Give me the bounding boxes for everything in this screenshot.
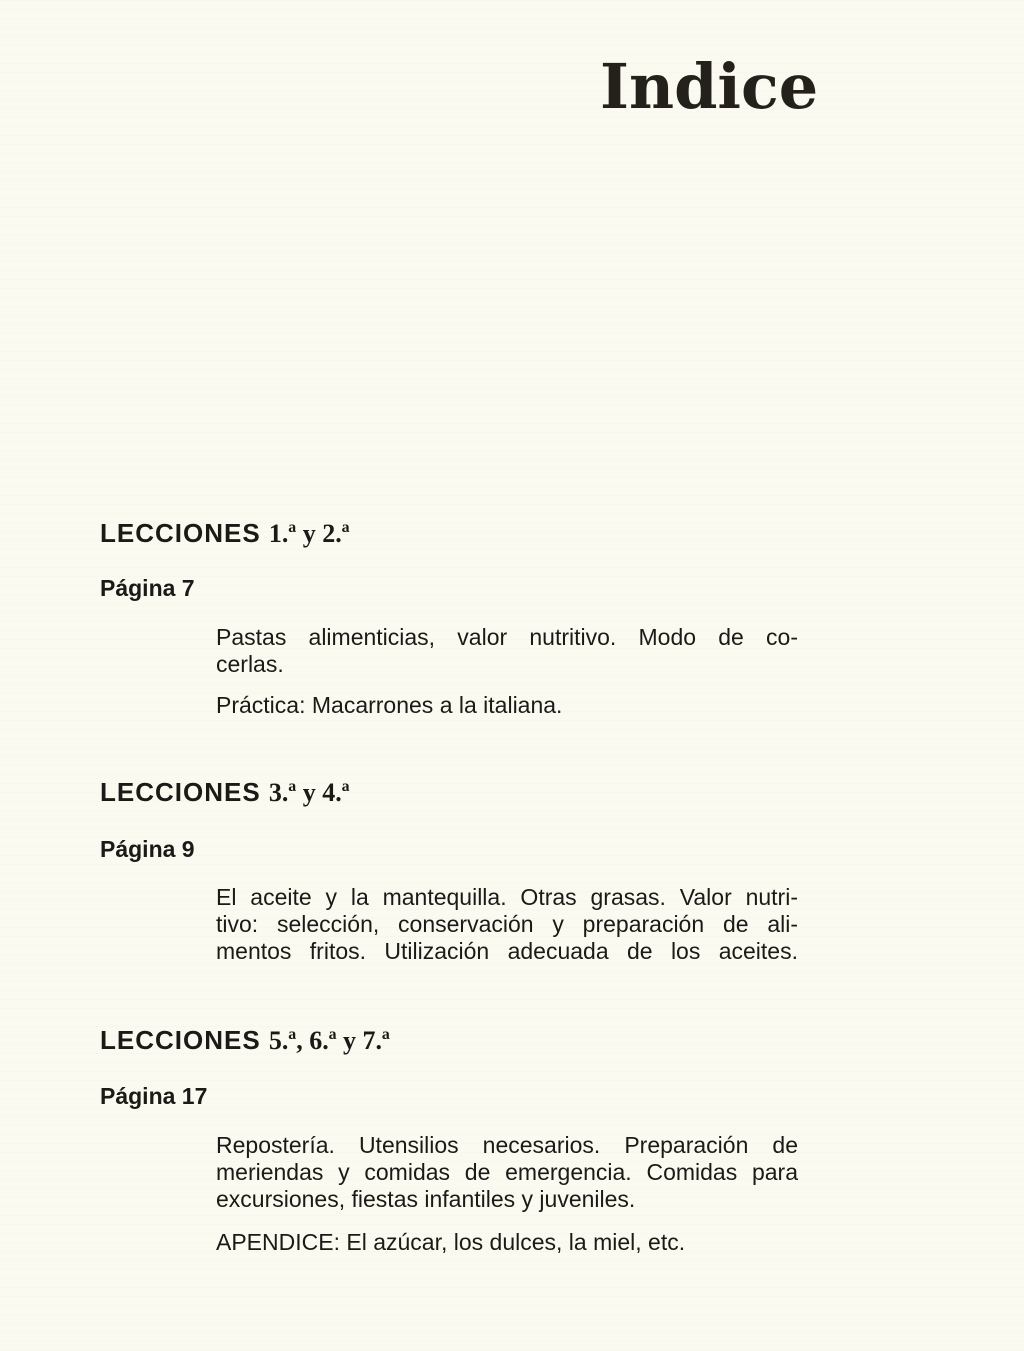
lesson-heading-numbers: 1.ª y 2.ª [268,519,350,548]
lesson-heading-word: LECCIONES [100,518,261,548]
lesson-heading-numbers: 3.ª y 4.ª [268,778,350,807]
lesson-heading-word: LECCIONES [100,1025,261,1055]
description-line: mentos fritos. Utilización adecuada de los aceites. [216,938,798,964]
lesson-heading-numbers: 5.ª, 6.ª y 7.ª [268,1026,390,1055]
lesson-description-1 [216,624,798,719]
page-reference-2: Página 9 [100,836,195,862]
lesson-heading-3 [100,1025,390,1056]
description-line: tivo: selección, conservación y preparación de ali- [216,911,798,937]
page-reference-1: Página 7 [100,575,195,601]
lesson-description-2 [216,884,798,965]
lesson-description-3 [216,1132,798,1256]
description-line: El aceite y la mantequilla. Otras grasas. Valor nutri- [216,884,798,910]
lesson-heading-word: LECCIONES [100,777,261,807]
description-line: cerlas. [216,651,284,677]
page-title: Indice [600,50,819,123]
description-line: excursiones, fiestas infantiles y juveniles. [216,1186,636,1212]
lesson-heading-2 [100,777,350,808]
lesson-heading-1 [100,518,350,549]
practice-line: Práctica: Macarrones a la italiana. [216,692,563,718]
page-reference-3: Página 17 [100,1083,208,1109]
description-line: Pastas alimenticias, valor nutritivo. Modo de co- [216,624,798,650]
description-line: Repostería. Utensilios necesarios. Preparación de [216,1132,798,1158]
appendix-line: APENDICE: El azúcar, los dulces, la miel, etc. [216,1229,686,1255]
description-line: meriendas y comidas de emergencia. Comidas para [216,1159,798,1185]
